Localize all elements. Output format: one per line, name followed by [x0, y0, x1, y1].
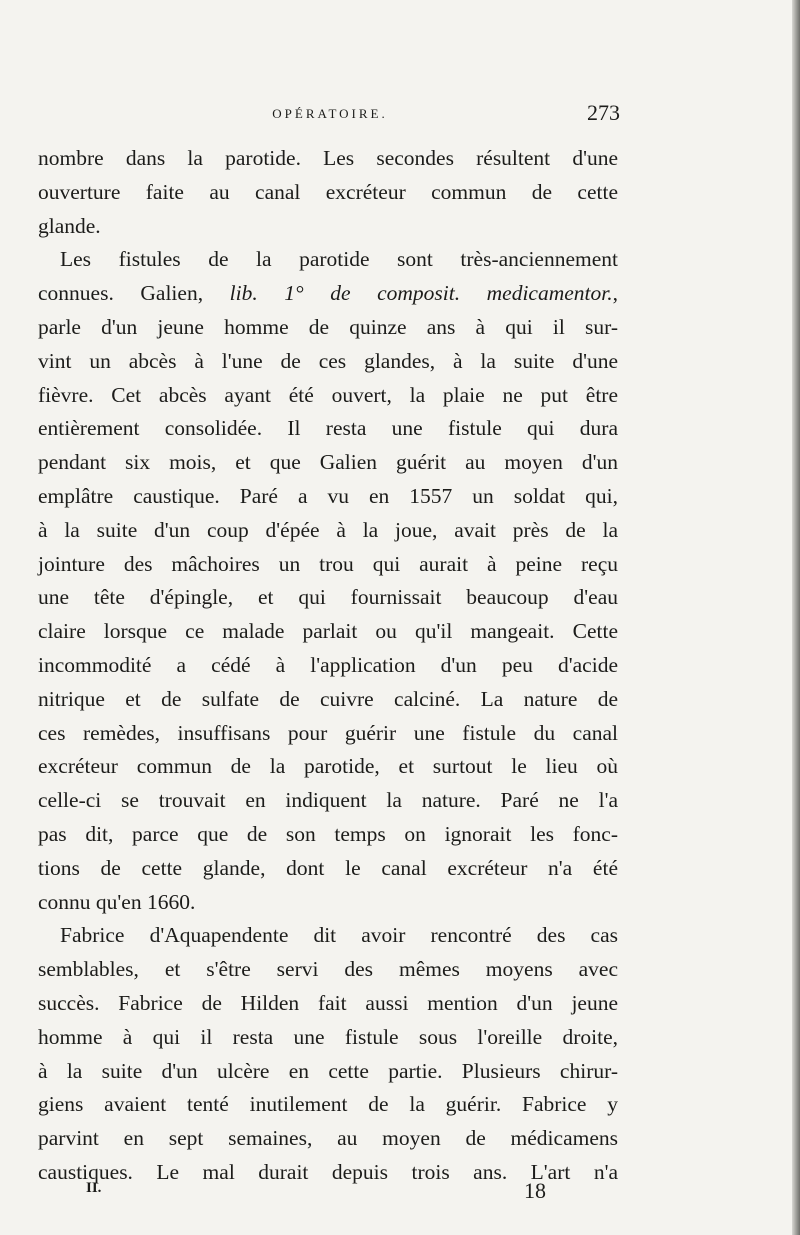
running-title: OPÉRATOIRE.	[272, 106, 388, 121]
text-line: semblables, et s'être servi des mêmes moyens avec	[38, 957, 618, 982]
text-line-with-citation	[38, 277, 618, 311]
paragraph	[38, 243, 618, 919]
text-line: fièvre. Cet abcès ayant été ouvert, la plaie ne put être	[38, 382, 618, 407]
citation-lead: connues. Galien,	[38, 281, 230, 306]
text-line: homme à qui il resta une fistule sous l'oreille droite,	[38, 1024, 618, 1049]
text-line: parvint en sept semaines, au moyen de médicamens	[38, 1126, 618, 1151]
paragraph	[38, 919, 618, 1189]
text-line: vint un abcès à l'une de ces glandes, à la suite d'une	[38, 348, 618, 373]
text-line: pendant six mois, et que Galien guérit au moyen d'un	[38, 450, 618, 475]
text-line: emplâtre caustique. Paré a vu en 1557 un soldat qui,	[38, 483, 618, 508]
text-line: caustiques. Le mal durait depuis trois ans. L'art n'a	[38, 1159, 618, 1184]
text-line: ouverture faite au canal excréteur commun de cette	[38, 179, 618, 204]
page-header	[40, 100, 620, 136]
text-line: Les fistules de la parotide sont très-anciennement	[60, 247, 618, 272]
sheet-number: 18	[524, 1178, 546, 1203]
text-line: jointure des mâchoires un trou qui aurait à peine reçu	[38, 551, 618, 576]
text-line: incommodité a cédé à l'application d'un peu d'acide	[38, 652, 618, 677]
text-line: connu qu'en 1660.	[38, 889, 196, 914]
citation-trail: ,	[612, 281, 618, 306]
page-number: 273	[587, 100, 620, 125]
text-line: claire lorsque ce malade parlait ou qu'il mangeait. Cette	[38, 619, 618, 644]
text-line: glande.	[38, 213, 101, 238]
text-line: pas dit, parce que de son temps on ignorait les fonc-	[38, 821, 618, 846]
text-line: ces remèdes, insuffisans pour guérir une fistule du canal	[38, 720, 618, 745]
text-line: excréteur commun de la parotide, et surtout le lieu où	[38, 754, 618, 779]
text-line: Fabrice d'Aquapendente dit avoir rencontré des cas	[60, 923, 618, 948]
text-line: tions de cette glande, dont le canal excréteur n'a été	[38, 855, 618, 880]
text-line: celle-ci se trouvait en indiquent la nature. Paré ne l'a	[38, 788, 618, 813]
text-line: nombre dans la parotide. Les secondes résultent d'une	[38, 146, 618, 170]
text-line: nitrique et de sulfate de cuivre calciné. La nature de	[38, 686, 618, 711]
body-text	[38, 142, 618, 1190]
citation-italic: lib. 1° de composit. medicamentor.	[229, 281, 613, 306]
text-line: à la suite d'un coup d'épée à la joue, avait près de la	[38, 517, 618, 542]
text-line: une tête d'épingle, et qui fournissait beaucoup d'eau	[38, 585, 618, 610]
signature-mark: II.	[86, 1180, 102, 1196]
text-line: entièrement consolidée. Il resta une fistule qui dura	[38, 416, 618, 441]
text-line: giens avaient tenté inutilement de la guérir. Fabrice y	[38, 1092, 618, 1117]
text-line: succès. Fabrice de Hilden fait aussi mention d'un jeune	[38, 990, 618, 1015]
text-line: parle d'un jeune homme de quinze ans à qui il sur-	[38, 314, 618, 339]
page-footer	[86, 1178, 546, 1208]
text-line: à la suite d'un ulcère en cette partie. Plusieurs chirur-	[38, 1058, 618, 1083]
paragraph	[38, 142, 618, 243]
